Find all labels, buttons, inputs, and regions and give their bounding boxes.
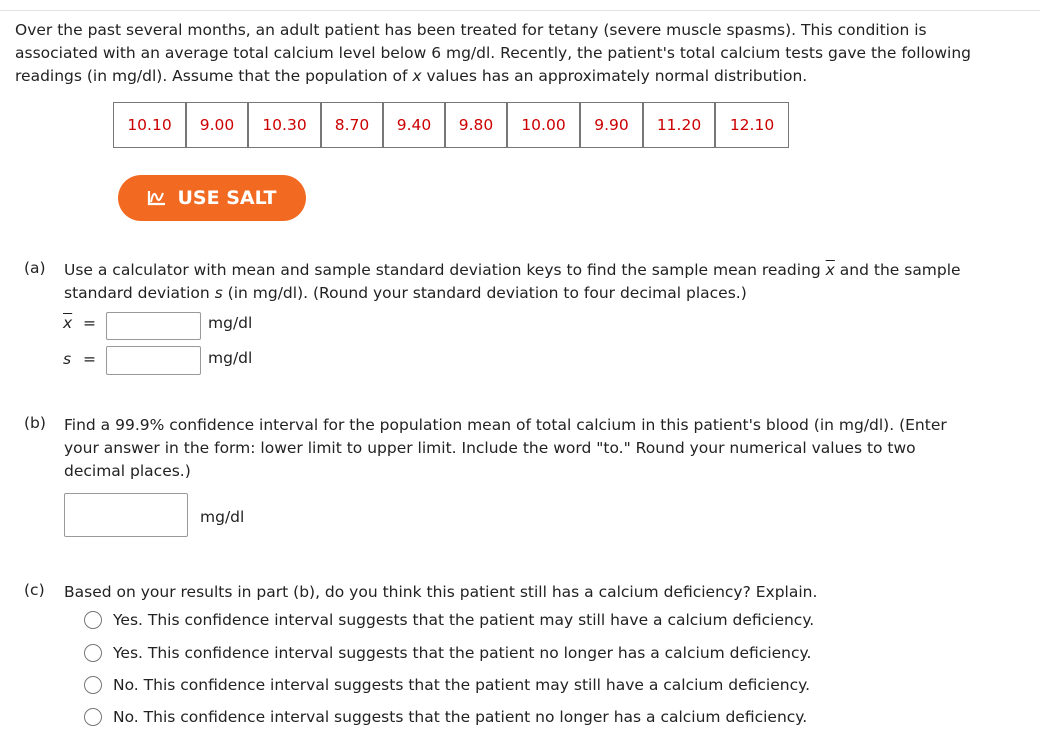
reading-cell: 10.10: [127, 116, 172, 134]
part-a-line-2: [64, 282, 961, 305]
s-symbol: s: [214, 284, 223, 302]
ci-unit: mg/dl: [200, 508, 245, 526]
reading-cell: 10.30: [247, 103, 320, 147]
option-label[interactable]: No. This confidence interval suggests that the patient no longer has a calcium deficiency.: [113, 708, 808, 726]
option-row[interactable]: [84, 676, 810, 694]
radio-button[interactable]: [84, 644, 102, 662]
use-salt-label: USE SALT: [177, 187, 277, 209]
reading-cell: 9.80: [444, 103, 506, 147]
part-c-question-text: Based on your results in part (b), do you think this patient still has a calcium deficiency? Explain.: [64, 583, 818, 601]
xbar-unit: mg/dl: [208, 314, 253, 332]
option-row[interactable]: [84, 644, 811, 662]
part-c-label: (c): [24, 581, 45, 599]
xbar-input[interactable]: [106, 312, 201, 340]
readings-table: [113, 102, 789, 148]
s-label: s: [63, 350, 72, 368]
reading-cell: 8.70: [320, 103, 382, 147]
radio-button[interactable]: [84, 708, 102, 726]
top-divider: [0, 10, 1040, 11]
part-a-line-2-pre: standard deviation: [64, 284, 215, 302]
intro-line-3-post: values has an approximately normal distribution.: [421, 67, 808, 85]
intro-var-x: x: [412, 67, 422, 85]
option-row[interactable]: [84, 708, 807, 726]
part-a-line-1-pre: Use a calculator with mean and sample standard deviation keys to find the sample mean reading: [64, 261, 826, 279]
part-c-question: [64, 581, 817, 604]
xbar-symbol: $\overline{x}$: [825, 261, 835, 279]
radio-button[interactable]: [84, 676, 102, 694]
part-a-label: (a): [24, 259, 46, 277]
radio-button[interactable]: [84, 611, 102, 629]
part-b-line-1: Find a 99.9% confidence interval for the population mean of total calcium in this patient's blood (in mg/dl). (Enter: [64, 416, 947, 434]
part-a-line-2-post: (in mg/dl). (Round your standard deviation to four decimal places.): [222, 284, 747, 302]
confidence-interval-input[interactable]: [64, 493, 188, 537]
option-label[interactable]: Yes. This confidence interval suggests that the patient no longer has a calcium deficiency.: [113, 644, 812, 662]
part-b-label: (b): [24, 414, 46, 432]
part-b-line-2: your answer in the form: lower limit to upper limit. Include the word "to." Round your numerical values to two: [64, 439, 916, 457]
reading-cell: 9.90: [579, 103, 642, 147]
reading-cell: 12.10: [714, 103, 788, 147]
intro-line-2: associated with an average total calcium level below 6 mg/dl. Recently, the patient's total calcium tests gave the following: [15, 44, 972, 62]
option-label[interactable]: Yes. This confidence interval suggests that the patient may still have a calcium deficiency.: [113, 611, 815, 629]
option-label[interactable]: No. This confidence interval suggests that the patient may still have a calcium deficiency.: [113, 676, 811, 694]
intro-line-3: [15, 65, 1027, 88]
intro-line-1: Over the past several months, an adult patient has been treated for tetany (severe muscle spasms). This condition is: [15, 21, 927, 39]
part-b-line-3: decimal places.): [64, 462, 191, 480]
reading-cell: 9.00: [185, 103, 247, 147]
reading-cell: 9.40: [382, 103, 444, 147]
part-a-text: [64, 259, 961, 305]
part-b-text: [64, 414, 947, 483]
reading-cell: 10.00: [506, 103, 579, 147]
s-unit: mg/dl: [208, 349, 253, 367]
s-input[interactable]: [106, 346, 201, 375]
part-a-line-1-post: and the sample: [834, 261, 961, 279]
xbar-equals: =: [83, 314, 96, 332]
option-row[interactable]: [84, 611, 814, 629]
problem-intro: [15, 19, 1027, 88]
xbar-label: $\overline{x}$: [63, 314, 73, 332]
part-a-line-1: [64, 259, 961, 282]
salt-logo-icon: [147, 189, 167, 207]
intro-line-3-pre: readings (in mg/dl). Assume that the population of: [15, 67, 413, 85]
reading-cell: 11.20: [642, 103, 714, 147]
s-equals: =: [83, 350, 96, 368]
use-salt-button[interactable]: [118, 175, 306, 221]
